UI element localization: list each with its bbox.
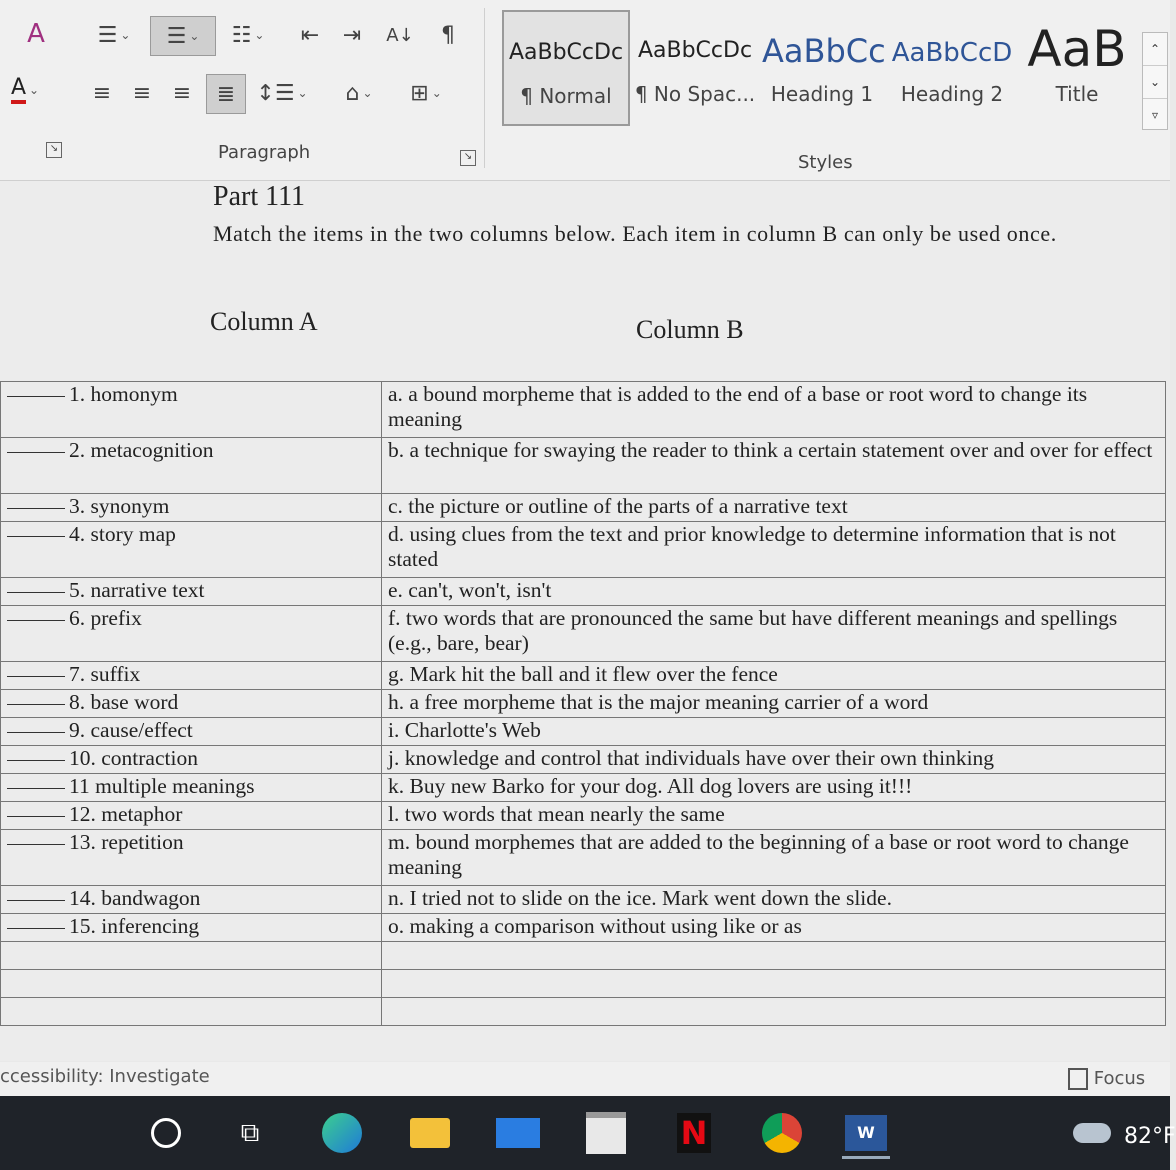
table-row — [1, 830, 1166, 886]
align-center-icon: ≡ — [132, 80, 152, 106]
column-a-term: 14. bandwagon — [69, 886, 201, 910]
column-a-term: 6. prefix — [69, 606, 142, 630]
style-preview: AaBbCcDc — [637, 38, 753, 63]
search-icon[interactable] — [142, 1110, 190, 1156]
column-a-cell[interactable] — [1, 522, 382, 578]
answer-blank[interactable] — [7, 844, 65, 845]
answer-blank[interactable] — [7, 536, 65, 537]
column-a-cell[interactable] — [1, 494, 382, 522]
shading-button[interactable]: ⌂ ⌄ — [345, 80, 373, 106]
focus-button[interactable] — [1068, 1068, 1145, 1090]
bullets-icon: ☰ — [97, 22, 118, 48]
table-row — [1, 886, 1166, 914]
style-heading-2[interactable] — [890, 10, 1014, 122]
styles-gallery-scroller[interactable] — [1142, 32, 1168, 130]
font-dialog-launcher-icon[interactable]: ↘ — [46, 142, 62, 158]
column-a-term: 15. inferencing — [69, 914, 200, 938]
column-b-definition[interactable]: o. making a comparison without using like or as — [382, 914, 1166, 942]
align-right-icon: ≡ — [172, 80, 192, 106]
column-b-definition[interactable]: f. two words that are pronounced the same but have different meanings and spellings (e.g., bare, bear) — [382, 606, 1166, 662]
table-row — [1, 578, 1166, 606]
borders-button[interactable]: ⊞ ⌄ — [410, 80, 442, 106]
table-row — [1, 494, 1166, 522]
table-row — [1, 746, 1166, 774]
style-no-spacing[interactable] — [632, 10, 758, 122]
table-row — [1, 662, 1166, 690]
borders-icon: ⊞ — [410, 80, 429, 106]
column-a-term: 12. metaphor — [69, 802, 183, 826]
chevron-down-icon[interactable]: ⌄ — [1143, 66, 1167, 99]
netflix-icon[interactable]: N — [670, 1110, 718, 1156]
multilevel-list-button[interactable]: ☷ ⌄ — [231, 22, 265, 48]
empty-table-row — [1, 942, 1166, 970]
ribbon — [0, 0, 1170, 181]
column-a-term: 3. synonym — [69, 494, 170, 518]
column-b-definition[interactable]: c. the picture or outline of the parts of a narrative text — [382, 494, 1166, 522]
column-a-cell[interactable] — [1, 746, 382, 774]
chrome-icon[interactable] — [758, 1110, 806, 1156]
empty-cell[interactable] — [382, 998, 1166, 1026]
file-explorer-icon[interactable] — [406, 1110, 454, 1156]
mail-icon[interactable] — [494, 1110, 542, 1156]
column-b-definition[interactable]: a. a bound morpheme that is added to the end of a base or root word to change its meaning — [382, 382, 1166, 438]
column-b-definition[interactable]: m. bound morphemes that are added to the beginning of a base or root word to change meaning — [382, 830, 1166, 886]
line-spacing-icon: ↕☰ — [256, 80, 295, 106]
chevron-up-icon[interactable]: ⌃ — [1143, 33, 1167, 66]
focus-label: Focus — [1093, 1068, 1146, 1089]
status-bar — [0, 1062, 1170, 1096]
accessibility-status[interactable]: ccessibility: Investigate — [0, 1066, 210, 1087]
empty-cell[interactable] — [1, 970, 382, 998]
column-a-header: Column A — [210, 307, 318, 336]
word-icon[interactable]: W — [842, 1110, 890, 1159]
numbering-icon: ☰ — [166, 23, 187, 49]
column-a-cell[interactable] — [1, 662, 382, 690]
align-left-icon: ≡ — [92, 80, 112, 106]
store-icon[interactable] — [582, 1110, 630, 1156]
table-row — [1, 438, 1166, 494]
answer-blank[interactable] — [7, 620, 65, 621]
style-preview: AaB — [1027, 20, 1127, 78]
justify-button[interactable] — [206, 74, 246, 114]
answer-blank[interactable] — [7, 900, 65, 901]
focus-icon — [1068, 1068, 1088, 1090]
column-a-cell[interactable] — [1, 802, 382, 830]
column-b-definition[interactable]: j. knowledge and control that individuals have over their own thinking — [382, 746, 1166, 774]
edge-browser-icon[interactable] — [318, 1110, 366, 1156]
column-a-cell[interactable] — [1, 914, 382, 942]
column-a-cell[interactable] — [1, 382, 382, 438]
column-a-term: 10. contraction — [69, 746, 198, 770]
group-separator — [484, 8, 485, 168]
style-preview: AaBbCcD — [891, 38, 1013, 68]
empty-cell[interactable] — [1, 942, 382, 970]
answer-blank[interactable] — [7, 704, 65, 705]
column-a-cell[interactable] — [1, 438, 382, 494]
column-b-header: Column B — [636, 315, 744, 344]
column-a-term: 2. metacognition — [69, 438, 214, 462]
weather-icon — [1068, 1110, 1116, 1156]
clear-formatting-icon[interactable]: A — [27, 19, 45, 49]
column-b-definition[interactable]: g. Mark hit the ball and it flew over the fence — [382, 662, 1166, 690]
column-a-cell[interactable] — [1, 578, 382, 606]
table-row — [1, 522, 1166, 578]
column-b-definition[interactable]: d. using clues from the text and prior knowledge to determine information that is not stated — [382, 522, 1166, 578]
answer-blank[interactable] — [7, 788, 65, 789]
paragraph-group-label: Paragraph — [218, 142, 311, 163]
align-left-button[interactable] — [84, 74, 120, 112]
empty-cell[interactable] — [382, 970, 1166, 998]
column-b-definition[interactable]: e. can't, won't, isn't — [382, 578, 1166, 606]
sort-icon: A↓ — [386, 24, 414, 46]
column-a-cell[interactable] — [1, 606, 382, 662]
column-a-cell[interactable] — [1, 830, 382, 886]
styles-group-label: Styles — [798, 152, 853, 173]
paint-bucket-icon: ⌂ — [345, 80, 360, 106]
column-b-definition[interactable]: l. two words that mean nearly the same — [382, 802, 1166, 830]
answer-blank[interactable] — [7, 592, 65, 593]
increase-indent-icon: ⇥ — [342, 22, 362, 48]
empty-cell[interactable] — [1, 998, 382, 1026]
answer-blank[interactable] — [7, 676, 65, 677]
empty-cell[interactable] — [382, 942, 1166, 970]
column-a-term: 4. story map — [69, 522, 176, 546]
answer-blank[interactable] — [7, 760, 65, 761]
line-spacing-button[interactable]: ↕☰ ⌄ — [256, 80, 308, 106]
taskbar — [0, 1096, 1176, 1170]
answer-blank[interactable] — [7, 508, 65, 509]
answer-blank[interactable] — [7, 396, 65, 397]
style-heading-1[interactable] — [762, 10, 886, 122]
style-preview: AaBbCcDc — [508, 40, 624, 65]
table-row — [1, 914, 1166, 942]
bullets-button[interactable]: ☰ ⌄ — [97, 22, 131, 48]
style-normal[interactable] — [502, 10, 630, 126]
style-name: ¶ No Spac... — [634, 82, 756, 106]
decrease-indent-button[interactable] — [292, 16, 328, 54]
align-right-button[interactable] — [164, 74, 200, 112]
column-b-definition[interactable]: i. Charlotte's Web — [382, 718, 1166, 746]
pilcrow-icon: ¶ — [441, 22, 455, 48]
font-color-button[interactable]: A ⌄ — [0, 70, 50, 110]
column-a-term: 7. suffix — [69, 662, 141, 686]
column-a-term: 13. repetition — [69, 830, 184, 854]
column-b-definition[interactable]: h. a free morpheme that is the major meaning carrier of a word — [382, 690, 1166, 718]
column-a-term: 8. base word — [69, 690, 179, 714]
column-b-definition[interactable]: n. I tried not to slide on the ice. Mark went down the slide. — [382, 886, 1166, 914]
answer-blank[interactable] — [7, 928, 65, 929]
numbering-button[interactable]: ☰ ⌄ — [150, 16, 216, 56]
column-b-definition[interactable]: k. Buy new Barko for your dog. All dog lovers are using it!!! — [382, 774, 1166, 802]
column-a-cell[interactable] — [1, 718, 382, 746]
style-preview: AaBbCc — [762, 32, 886, 70]
task-view-icon[interactable]: ⧉ — [240, 1117, 260, 1148]
increase-indent-button[interactable] — [334, 16, 370, 54]
align-center-button[interactable] — [124, 74, 160, 112]
column-a-term: 11 multiple meanings — [69, 774, 255, 798]
decrease-indent-icon: ⇤ — [300, 22, 320, 48]
column-a-term: 1. homonym — [69, 382, 178, 406]
sort-button[interactable] — [382, 16, 418, 54]
paragraph-dialog-launcher-icon[interactable]: ↘ — [460, 150, 476, 166]
column-a-term: 5. narrative text — [69, 578, 205, 602]
temperature-label: 82°F — [1124, 1124, 1176, 1149]
column-b-definition[interactable]: b. a technique for swaying the reader to think a certain statement over and over for effect — [382, 438, 1166, 494]
answer-blank[interactable] — [7, 816, 65, 817]
justify-icon: ≣ — [216, 81, 236, 107]
show-formatting-button[interactable] — [430, 16, 466, 54]
table-row — [1, 382, 1166, 438]
answer-blank[interactable] — [7, 452, 65, 453]
font-color-icon: A — [11, 76, 26, 104]
styles-gallery — [500, 10, 1138, 128]
matching-table — [0, 381, 1166, 1026]
table-row — [1, 718, 1166, 746]
part-title: Part 111 — [213, 181, 306, 212]
column-a-term: 9. cause/effect — [69, 718, 193, 742]
instructions: Match the items in the two columns below. Each item in column B can only be used once. — [213, 221, 1057, 246]
column-a-cell[interactable] — [1, 886, 382, 914]
empty-table-row — [1, 970, 1166, 998]
style-name: Heading 1 — [770, 82, 874, 106]
style-name: ¶ Normal — [520, 84, 612, 108]
table-row — [1, 802, 1166, 830]
more-styles-icon[interactable]: ▿ — [1151, 108, 1159, 122]
table-row — [1, 606, 1166, 662]
column-a-cell[interactable] — [1, 774, 382, 802]
empty-table-row — [1, 998, 1166, 1026]
style-name: Title — [1055, 82, 1099, 106]
column-a-cell[interactable] — [1, 690, 382, 718]
style-title[interactable] — [1018, 10, 1136, 122]
answer-blank[interactable] — [7, 732, 65, 733]
style-name: Heading 2 — [900, 82, 1004, 106]
table-row — [1, 690, 1166, 718]
document-page[interactable] — [0, 181, 1170, 1061]
multilevel-list-icon: ☷ — [231, 22, 252, 48]
table-row — [1, 774, 1166, 802]
